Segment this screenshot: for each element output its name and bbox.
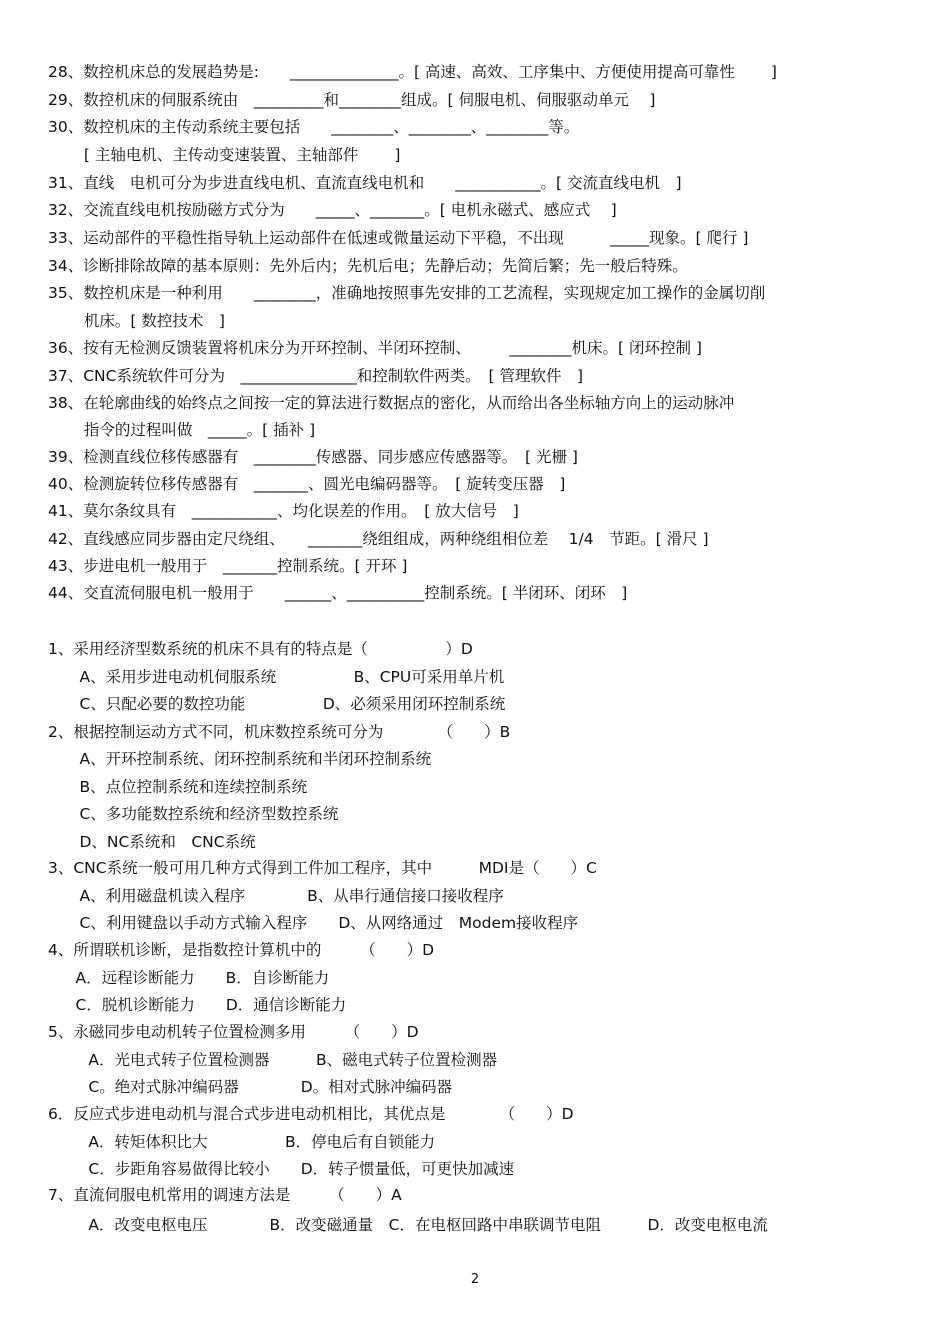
fill-in-line: 36、按有无检测反馈装置将机床分为开环控制、半闭环控制、 ________机床。[ 闭环控制 ] — [48, 339, 702, 357]
choice-line: C．步距角容易做得比较小 D．转子惯量低，可更快加减速 — [68, 1160, 515, 1178]
choice-line: C、多功能数控系统和经济型数控系统 — [64, 805, 339, 823]
choice-line: C、只配必要的数控功能 D、必须采用闭环控制系统 — [64, 695, 506, 713]
choice-line: A．改变电枢电压 B．改变磁通量 C．在电枢回路中串联调节电阻 D．改变电枢电流 — [68, 1216, 768, 1234]
choice-line: A、利用磁盘机读入程序 B、从串行通信接口接收程序 — [64, 887, 504, 905]
choice-line: C。绝对式脉冲编码器 D。相对式脉冲编码器 — [68, 1078, 453, 1096]
fill-in-line: 34、诊断排除故障的基本原则：先外后内；先机后电；先静后动；先简后繁；先一般后特殊。 — [48, 257, 688, 275]
fill-in-line: 机床。[ 数控技术 ] — [48, 312, 225, 330]
choice-line: A．远程诊断能力 B．自诊断能力 — [60, 969, 330, 987]
choice-line: C．脱机诊断能力 D．通信诊断能力 — [60, 996, 347, 1014]
choice-line: 7、直流伺服电机常用的调速方法是 （ ）A — [48, 1186, 402, 1204]
fill-in-line: 35、数控机床是一种利用 ________，准确地按照事先安排的工艺流程，实现规定加工操作的金属切削 — [48, 284, 766, 302]
fill-in-line: 30、数控机床的主传动系统主要包括 ________、________、________等。 — [48, 118, 580, 136]
fill-in-line: 31、直线 电机可分为步进直线电机、直流直线电机和 ___________。[ 交流直线电机 ] — [48, 174, 682, 192]
fill-in-line: 44、交直流伺服电机一般用于 ______、__________控制系统。[ 半闭环、闭环 ] — [48, 584, 628, 602]
fill-in-line: 33、运动部件的平稳性指导轨上运动部件在低速或微量运动下平稳，不出现 _____现象。[ 爬行 ] — [48, 229, 749, 247]
choice-line: 3、CNC系统一般可用几种方式得到工件加工程序，其中 MDI是（ ）C — [48, 859, 597, 877]
choice-line: A．转矩体积比大 B．停电后有自锁能力 — [68, 1133, 436, 1151]
choice-line: 6．反应式步进电动机与混合式步进电动机相比，其优点是 （ ）D — [48, 1105, 574, 1123]
fill-in-line: 43、步进电机一般用于 _______控制系统。[ 开环 ] — [48, 557, 408, 575]
choice-line: A、开环控制系统、闭环控制系统和半闭环控制系统 — [64, 750, 432, 768]
choice-line: C、利用键盘以手动方式输入程序 D、从网络通过 Modem接收程序 — [64, 914, 579, 932]
fill-in-line: 28、数控机床总的发展趋势是: ______________。[ 高速、高效、工序集中、方便使用提高可靠性 ] — [48, 63, 777, 81]
fill-in-line: 41、莫尔条纹具有 ___________、均化误差的作用。 [ 放大信号 ] — [48, 502, 519, 520]
fill-in-line: 39、检测直线位移传感器有 ________传感器、同步感应传感器等。 [ 光栅 ] — [48, 448, 578, 466]
fill-in-line: 40、检测旋转位移传感器有 _______、圆光电编码器等。 [ 旋转变压器 ] — [48, 475, 566, 493]
choice-line: B、点位控制系统和连续控制系统 — [64, 778, 308, 796]
fill-in-line: 指令的过程叫做 _____。[ 插补 ] — [48, 421, 316, 439]
fill-in-line: 42、直线感应同步器由定尺绕组、 _______绕组组成，两种绕组相位差 1/4 节距。[ 滑尺 ] — [48, 530, 709, 548]
fill-in-line: 29、数控机床的伺服系统由 _________和________组成。[ 伺服电机、伺服驱动单元 ] — [48, 91, 656, 109]
fill-in-line: 37、CNC系统软件可分为 _______________和控制软件两类。 [ 管理软件 ] — [48, 367, 583, 385]
choice-line: 5、永磁同步电动机转子位置检测多用 （ ）D — [48, 1023, 419, 1041]
choice-line: 1、采用经济型数系统的机床不具有的特点是（ ）D — [48, 640, 473, 658]
choice-line: A．光电式转子位置检测器 B、磁电式转子位置检测器 — [68, 1051, 498, 1069]
choice-line: A、采用步进电动机伺服系统 B、CPU可采用单片机 — [64, 668, 505, 686]
page-number: 2 — [470, 1272, 480, 1287]
choice-line: D、NC系统和 CNC系统 — [64, 833, 256, 851]
choice-line: 4、所谓联机诊断，是指数控计算机中的 （ ）D — [48, 941, 435, 959]
fill-in-line: 32、交流直线电机按励磁方式分为 _____、_______。[ 电机永磁式、感应式 ] — [48, 201, 617, 219]
choice-line: 2、根据控制运动方式不同，机床数控系统可分为 （ ）B — [48, 723, 511, 741]
fill-in-line: 38、在轮廓曲线的始终点之间按一定的算法进行数据点的密化，从而给出各坐标轴方向上的运动脉冲 — [48, 394, 735, 412]
fill-in-line: [ 主轴电机、主传动变速装置、主轴部件 ] — [48, 146, 401, 164]
